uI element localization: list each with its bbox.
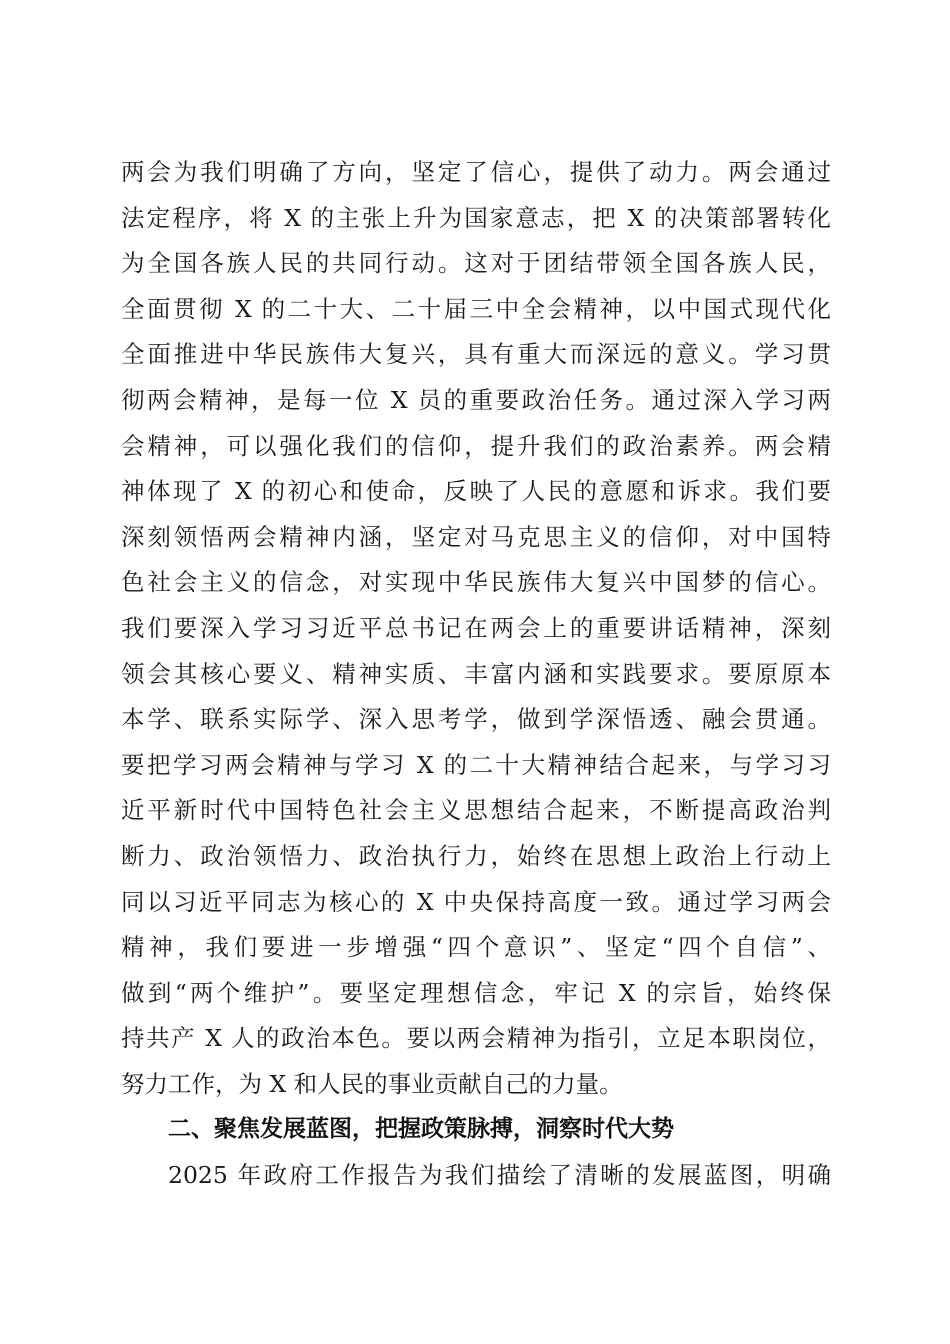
paragraph-2 [121,1153,831,1199]
text-line: 会精神，可以强化我们的信仰，提升我们的政治素养。两会精 [121,431,831,460]
text-line: 法定程序，将 X 的主张上升为国家意志，把 X 的决策部署转化 [121,203,831,232]
text-line: 同以习近平同志为核心的 X 中央保持高度一致。通过学习两会 [121,887,831,916]
text-line: 持共产 X 人的政治本色。要以两会精神为指引，立足本职岗位， [121,1024,831,1053]
section-heading: 二、聚焦发展蓝图，把握政策脉搏，洞察时代大势 [168,1116,674,1143]
text-line: 2025 年政府工作报告为我们描绘了清晰的发展蓝图，明确 [168,1161,831,1190]
text-line: 神体现了 X 的初心和使命，反映了人民的意愿和诉求。我们要 [121,477,831,506]
text-line: 为全国各族人民的共同行动。这对于团结带领全国各族人民， [121,249,831,278]
text-line: 彻两会精神，是每一位 X 员的重要政治任务。通过深入学习两 [121,385,831,414]
document-body [121,150,831,1199]
text-line: 近平新时代中国特色社会主义思想结合起来，不断提高政治判 [121,796,831,825]
text-line: 深刻领悟两会精神内涵，坚定对马克思主义的信仰，对中国特 [121,522,831,551]
text-line: 本学、联系实际学、深入思考学，做到学深悟透、融会贯通。 [121,705,831,734]
paragraph-1 [121,150,831,1107]
text-line: 做到“两个维护”。要坚定理想信念，牢记 X 的宗旨，始终保 [121,978,831,1007]
text-line: 领会其核心要义、精神实质、丰富内涵和实践要求。要原原本 [121,659,831,688]
text-line: 努力工作，为 X 和人民的事业贡献自己的力量。 [121,1069,623,1098]
text-line: 两会为我们明确了方向，坚定了信心，提供了动力。两会通过 [121,158,831,186]
text-line: 要把学习两会精神与学习 X 的二十大精神结合起来，与学习习 [121,750,831,779]
text-line: 断力、政治领悟力、政治执行力，始终在思想上政治上行动上 [121,841,831,870]
text-line: 全面贯彻 X 的二十大、二十届三中全会精神，以中国式现代化 [121,294,831,323]
text-line: 色社会主义的信念，对实现中华民族伟大复兴中国梦的信心。 [121,568,831,597]
text-line: 我们要深入学习习近平总书记在两会上的重要讲话精神，深刻 [121,613,831,642]
text-line: 精神，我们要进一步增强“四个意识”、坚定“四个自信”、 [121,933,831,962]
text-line: 全面推进中华民族伟大复兴，具有重大而深远的意义。学习贯 [121,340,831,369]
